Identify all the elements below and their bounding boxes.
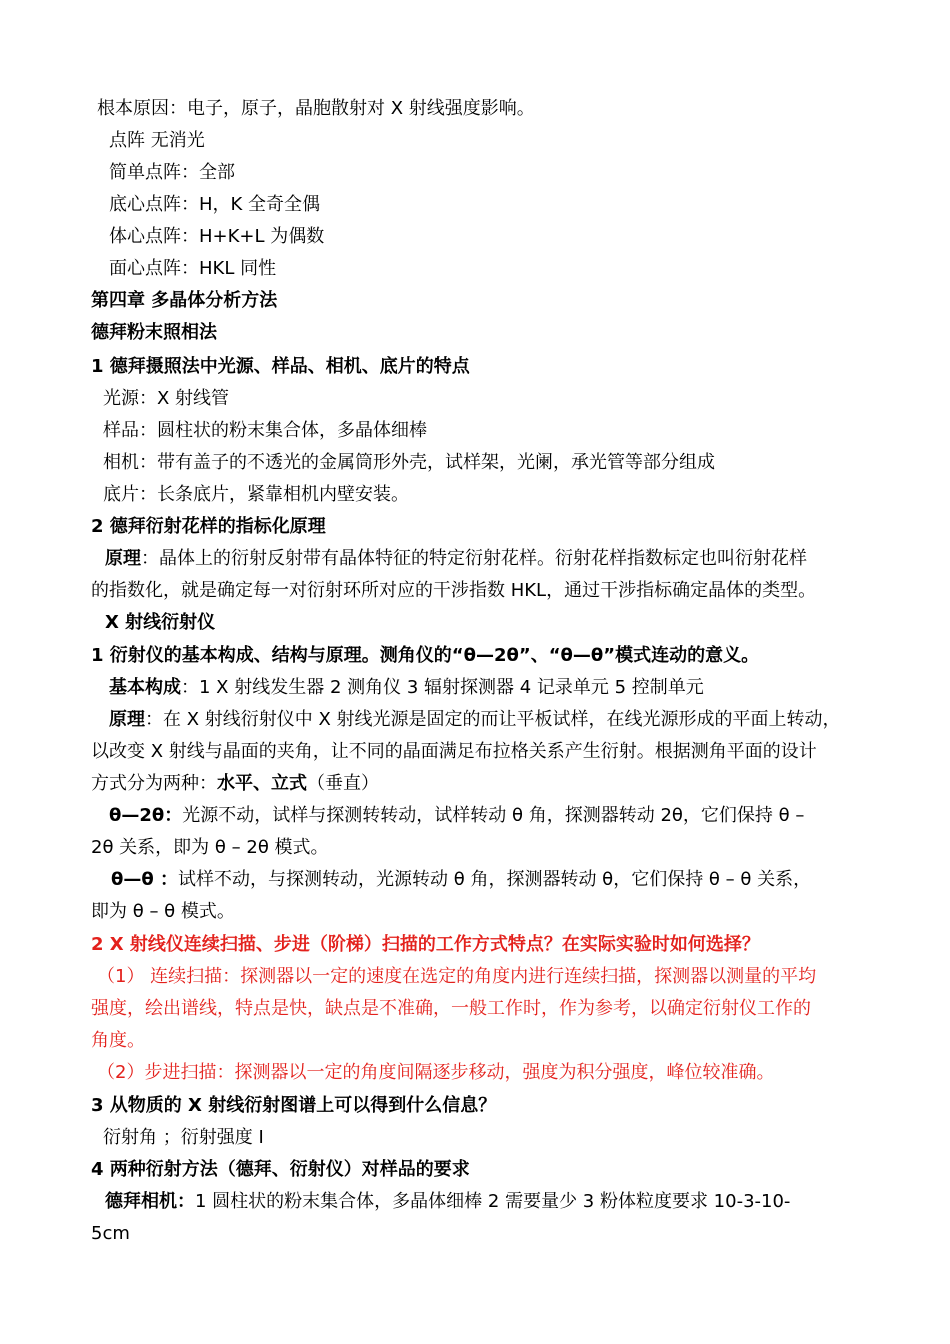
term-label: 德拜相机： (105, 1191, 195, 1212)
question-heading: 2 德拜衍射花样的指标化原理 (91, 516, 326, 537)
body-line: 的指数化，就是确定每一对衍射环所对应的干涉指数 HKL，通过干涉指标确定晶体的类型。 (91, 580, 817, 601)
highlight-line: 强度，绘出谱线，特点是快，缺点是不准确，一般工作时，作为参考，以确定衍射仪工作的 (91, 998, 811, 1019)
body-line: 相机：带有盖子的不透光的金属筒形外壳，试样架，光阑，承光管等部分组成 (103, 452, 715, 473)
question-heading-highlight: 2 X 射线仪连续扫描、步进（阶梯）扫描的工作方式特点？在实际实验时如何选择？ (91, 934, 760, 955)
question-heading: 3 从物质的 X 射线衍射图谱上可以得到什么信息？ (91, 1095, 497, 1116)
body-line: 即为 θ – θ 模式。 (91, 901, 235, 922)
body-line: 2θ 关系，即为 θ – 2θ 模式。 (91, 837, 329, 858)
body-line: 5cm (91, 1223, 130, 1244)
body-text: ：在 X 射线衍射仪中 X 射线光源是固定的而让平板试样，在线光源形成的平面上转动， (145, 709, 841, 730)
body-line: 样品：圆柱状的粉末集合体，多晶体细棒 (103, 420, 427, 441)
term-label: θ—θ ： (111, 869, 178, 890)
highlight-line: 角度。 (91, 1030, 145, 1051)
body-line: 底片：长条底片，紧靠相机内壁安装。 (103, 484, 409, 505)
body-line (109, 803, 804, 829)
term-label: 基本构成 (109, 677, 181, 698)
body-text: 试样不动，与探测转动，光源转动 θ 角，探测器转动 θ，它们保持 θ – θ 关系， (178, 869, 812, 890)
lattice-line: 点阵 无消光 (109, 130, 205, 151)
body-text: 光源不动，试样与探测转转动，试样转动 θ 角，探测器转动 2θ，它们保持 θ – (182, 805, 805, 826)
term-label: 水平、立式 (217, 773, 307, 794)
body-line: 衍射角 ；衍射强度 I (103, 1127, 264, 1148)
chapter-heading: 第四章 多晶体分析方法 (91, 290, 278, 311)
body-line (111, 867, 811, 893)
term-label: 原理 (109, 709, 145, 730)
body-line (105, 546, 807, 572)
highlight-line: （1） 连续扫描：探测器以一定的速度在选定的角度内进行连续扫描，探测器以测量的平均 (97, 966, 817, 987)
body-line (91, 771, 379, 797)
lattice-line: 面心点阵：HKL 同性 (109, 258, 277, 279)
question-heading: 4 两种衍射方法（德拜、衍射仪）对样品的要求 (91, 1159, 470, 1180)
body-line (109, 707, 841, 733)
lattice-line: 体心点阵：H+K+L 为偶数 (109, 226, 325, 247)
section-heading: 德拜粉末照相法 (91, 322, 217, 343)
body-line: 以改变 X 射线与晶面的夹角，让不同的晶面满足布拉格关系产生衍射。根据测角平面的设计 (91, 741, 817, 762)
body-line: 光源：X 射线管 (103, 388, 230, 409)
highlight-line: （2）步进扫描：探测器以一定的角度间隔逐步移动，强度为积分强度，峰位较准确。 (97, 1062, 775, 1083)
body-text: ：1 X 射线发生器 2 测角仪 3 辐射探测器 4 记录单元 5 控制单元 (181, 677, 704, 698)
term-label: θ—2θ： (109, 805, 183, 826)
lattice-line: 简单点阵：全部 (109, 162, 235, 183)
body-text: 方式分为两种： (91, 773, 217, 794)
question-heading: 1 德拜摄照法中光源、样品、相机、底片的特点 (91, 356, 470, 377)
question-heading: 1 衍射仪的基本构成、结构与原理。测角仪的“θ—2θ”、“θ—θ”模式连动的意义。 (91, 645, 760, 666)
body-text: 1 圆柱状的粉末集合体，多晶体细棒 2 需要量少 3 粉体粒度要求 10-3-10- (195, 1191, 791, 1212)
cause-line: 根本原因：电子，原子，晶胞散射对 X 射线强度影响。 (97, 98, 535, 119)
body-line (109, 675, 704, 701)
lattice-line: 底心点阵：H，K 全奇全偶 (109, 194, 321, 215)
term-label: 原理 (105, 548, 141, 569)
body-text: （垂直） (307, 773, 379, 794)
body-text: ：晶体上的衍射反射带有晶体特征的特定衍射花样。衍射花样指数标定也叫衍射花样 (141, 548, 807, 569)
body-line (105, 1189, 790, 1215)
section-heading: X 射线衍射仪 (105, 612, 216, 633)
